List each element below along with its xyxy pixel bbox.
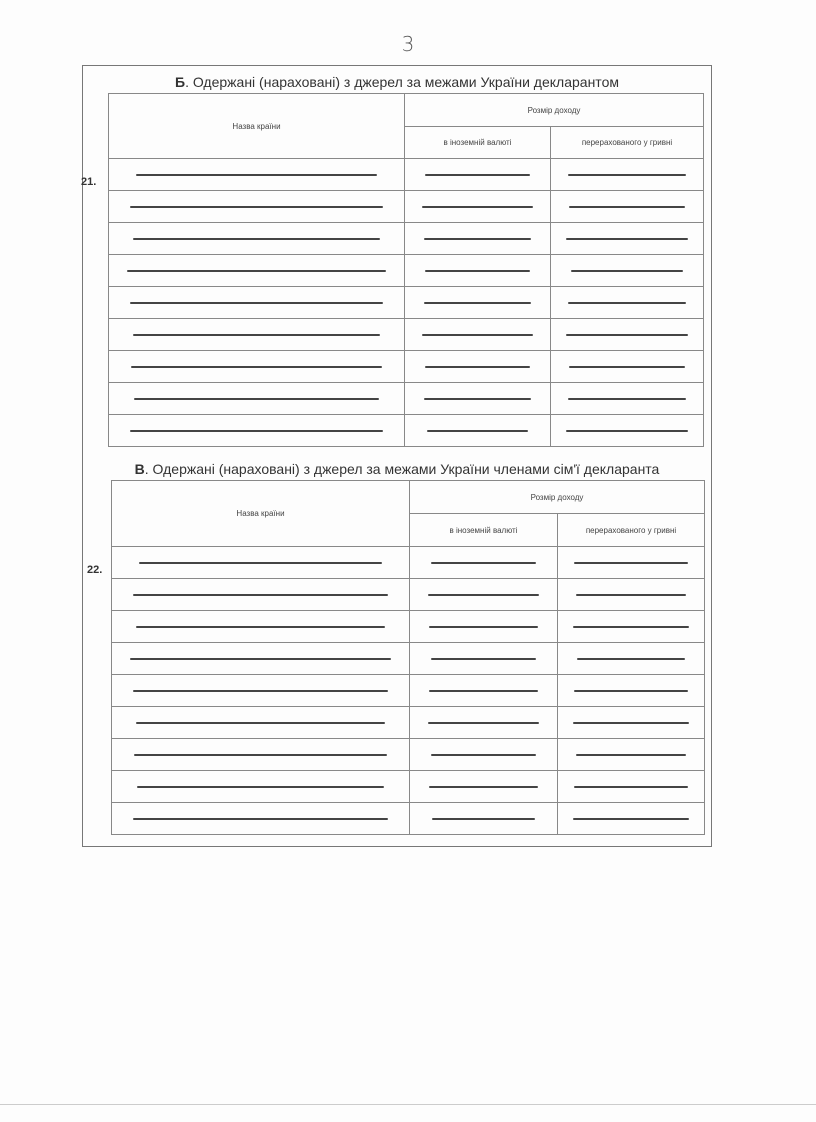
country-cell[interactable] (109, 223, 405, 255)
dash-strike-mark (566, 334, 688, 336)
foreign-currency-cell[interactable] (410, 803, 558, 835)
section-v-table (111, 480, 705, 835)
header-income: Розмір доходу (410, 481, 705, 514)
country-cell[interactable] (112, 803, 410, 835)
dash-strike-mark (422, 206, 532, 208)
dash-strike-mark (568, 398, 687, 400)
foreign-currency-cell[interactable] (405, 319, 551, 351)
country-cell[interactable] (109, 255, 405, 287)
page-edge-line (0, 1104, 816, 1105)
foreign-currency-cell[interactable] (410, 643, 558, 675)
foreign-currency-cell[interactable] (405, 287, 551, 319)
dash-strike-mark (429, 690, 538, 692)
foreign-currency-cell[interactable] (410, 771, 558, 803)
foreign-currency-cell[interactable] (405, 223, 551, 255)
foreign-currency-cell[interactable] (405, 351, 551, 383)
dash-strike-mark (431, 754, 537, 756)
table-row (112, 643, 705, 675)
section-b-title (83, 74, 711, 90)
uah-cell[interactable] (558, 803, 705, 835)
country-cell[interactable] (112, 547, 410, 579)
uah-cell[interactable] (551, 287, 704, 319)
dash-strike-mark (127, 270, 387, 272)
table-row (109, 191, 704, 223)
uah-cell[interactable] (551, 415, 704, 447)
table-row (109, 415, 704, 447)
dash-strike-mark (569, 206, 685, 208)
uah-cell[interactable] (551, 383, 704, 415)
country-cell[interactable] (109, 415, 405, 447)
uah-cell[interactable] (558, 707, 705, 739)
dash-strike-mark (133, 334, 381, 336)
dash-strike-mark (136, 626, 385, 628)
table-row (109, 223, 704, 255)
country-cell[interactable] (112, 611, 410, 643)
dash-strike-mark (422, 334, 532, 336)
country-cell[interactable] (112, 739, 410, 771)
dash-strike-mark (133, 690, 388, 692)
dash-strike-mark (425, 366, 529, 368)
table-row (109, 159, 704, 191)
table-row (112, 611, 705, 643)
dash-strike-mark (566, 238, 688, 240)
section-v-title (83, 461, 711, 477)
section-b-title-text: . Одержані (нараховані) з джерел за межами України декларантом (185, 74, 619, 90)
table-row (109, 351, 704, 383)
uah-cell[interactable] (558, 579, 705, 611)
header-uah: перерахованого у гривні (558, 514, 705, 547)
header-country: Назва країни (112, 481, 410, 547)
table-row (112, 675, 705, 707)
dash-strike-mark (130, 658, 391, 660)
dash-strike-mark (568, 174, 687, 176)
dash-strike-mark (137, 786, 384, 788)
dash-strike-mark (136, 174, 378, 176)
dash-strike-mark (576, 754, 687, 756)
country-cell[interactable] (109, 191, 405, 223)
dash-strike-mark (130, 206, 384, 208)
section-v-row-number: 22. (87, 564, 103, 576)
country-cell[interactable] (112, 643, 410, 675)
dash-strike-mark (428, 722, 540, 724)
table-row (109, 255, 704, 287)
dash-strike-mark (574, 786, 688, 788)
table-row (112, 579, 705, 611)
uah-cell[interactable] (551, 159, 704, 191)
dash-strike-mark (424, 302, 531, 304)
dash-strike-mark (431, 562, 537, 564)
country-cell[interactable] (109, 383, 405, 415)
dash-strike-mark (424, 238, 531, 240)
dash-strike-mark (133, 818, 388, 820)
table-row (109, 383, 704, 415)
uah-cell[interactable] (558, 771, 705, 803)
dash-strike-mark (569, 366, 685, 368)
table-row (112, 771, 705, 803)
dash-strike-mark (130, 302, 384, 304)
dash-strike-mark (577, 658, 685, 660)
uah-cell[interactable] (551, 191, 704, 223)
uah-cell[interactable] (551, 255, 704, 287)
dash-strike-mark (568, 302, 687, 304)
form-frame (82, 65, 712, 847)
dash-strike-mark (425, 270, 529, 272)
dash-strike-mark (136, 722, 385, 724)
dash-strike-mark (574, 562, 688, 564)
foreign-currency-cell[interactable] (405, 255, 551, 287)
section-v-title-text: . Одержані (нараховані) з джерел за межами України членами сім'ї декларанта (144, 461, 660, 477)
table-row (112, 803, 705, 835)
header-foreign-currency: в іноземній валюті (405, 127, 551, 159)
table-row (112, 739, 705, 771)
section-b-letter: Б (175, 74, 186, 90)
dash-strike-mark (139, 562, 383, 564)
foreign-currency-cell[interactable] (405, 415, 551, 447)
uah-cell[interactable] (558, 739, 705, 771)
dash-strike-mark (130, 430, 384, 432)
dash-strike-mark (573, 722, 690, 724)
dash-strike-mark (133, 238, 381, 240)
country-cell[interactable] (109, 159, 405, 191)
foreign-currency-cell[interactable] (410, 547, 558, 579)
dash-strike-mark (571, 270, 683, 272)
uah-cell[interactable] (558, 611, 705, 643)
dash-strike-mark (576, 594, 687, 596)
uah-cell[interactable] (551, 319, 704, 351)
foreign-currency-cell[interactable] (410, 707, 558, 739)
dash-strike-mark (131, 366, 382, 368)
country-cell[interactable] (112, 579, 410, 611)
dash-strike-mark (573, 626, 690, 628)
dash-strike-mark (424, 398, 531, 400)
foreign-currency-cell[interactable] (405, 159, 551, 191)
dash-strike-mark (429, 626, 538, 628)
dash-strike-mark (573, 818, 690, 820)
uah-cell[interactable] (551, 223, 704, 255)
foreign-currency-cell[interactable] (410, 739, 558, 771)
foreign-currency-cell[interactable] (405, 191, 551, 223)
uah-cell[interactable] (558, 675, 705, 707)
section-v-letter: В (134, 461, 145, 477)
header-uah: перерахованого у гривні (551, 127, 704, 159)
dash-strike-mark (133, 594, 388, 596)
dash-strike-mark (432, 818, 535, 820)
uah-cell[interactable] (558, 547, 705, 579)
section-b-table (108, 93, 704, 447)
foreign-currency-cell[interactable] (410, 579, 558, 611)
dash-strike-mark (427, 430, 529, 432)
uah-cell[interactable] (558, 643, 705, 675)
country-cell[interactable] (109, 351, 405, 383)
page-number: 3 (401, 32, 415, 56)
dash-strike-mark (428, 594, 540, 596)
dash-strike-mark (431, 658, 537, 660)
dash-strike-mark (134, 398, 379, 400)
country-cell[interactable] (112, 675, 410, 707)
section-b-row-number: 21. (81, 176, 97, 188)
dash-strike-mark (429, 786, 538, 788)
country-cell[interactable] (109, 319, 405, 351)
country-cell[interactable] (112, 771, 410, 803)
dash-strike-mark (566, 430, 688, 432)
header-income: Розмір доходу (405, 94, 704, 127)
table-row (109, 287, 704, 319)
country-cell[interactable] (112, 707, 410, 739)
foreign-currency-cell[interactable] (410, 675, 558, 707)
foreign-currency-cell[interactable] (410, 611, 558, 643)
uah-cell[interactable] (551, 351, 704, 383)
header-country: Назва країни (109, 94, 405, 159)
dash-strike-mark (134, 754, 386, 756)
table-row (112, 707, 705, 739)
table-row (109, 319, 704, 351)
foreign-currency-cell[interactable] (405, 383, 551, 415)
dash-strike-mark (574, 690, 688, 692)
country-cell[interactable] (109, 287, 405, 319)
header-foreign-currency: в іноземній валюті (410, 514, 558, 547)
dash-strike-mark (425, 174, 529, 176)
table-row (112, 547, 705, 579)
